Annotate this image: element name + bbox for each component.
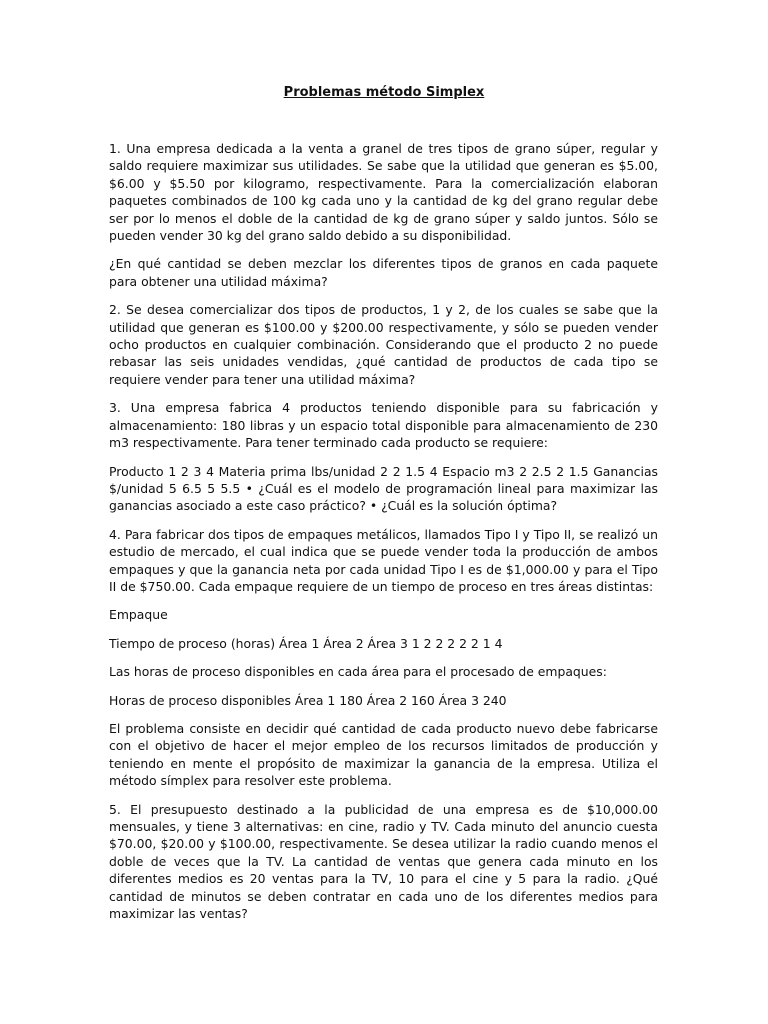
problem-5-paragraph: 5. El presupuesto destinado a la publicidad de una empresa es de $10,000.00 mensuales, y tiene 3 alternativas: en cine, radio y TV. Cada minuto del anuncio cuesta $70.00, $20.00 y $100.00, respectivamente. Se desea utilizar la radio cuando menos el doble de veces que la TV. La cantidad de ventas que genera cada minuto en los diferentes medios es 20 ventas para la TV, 10 para el cine y 5 para la radio. ¿Qué cantidad de minutos se deben contratar en cada uno de los diferentes medios para maximizar las ventas? (109, 801, 658, 922)
problem-3-data-and-questions: Producto 1 2 3 4 Materia prima lbs/unidad 2 2 1.5 4 Espacio m3 2 2.5 2 1.5 Ganancias $/unidad 5 6.5 5 5.5 • ¿Cuál es el modelo de programación lineal para maximizar las ganancias asociado a este caso práctico? • ¿Cuál es la solución óptima? (109, 463, 658, 514)
problem-4-available-hours: Horas de proceso disponibles Área 1 180 Área 2 160 Área 3 240 (109, 692, 507, 708)
problem-1-paragraph: 1. Una empresa dedicada a la venta a granel de tres tipos de grano súper, regular y saldo requiere maximizar sus utilidades. Se sabe que la utilidad que generan es $5.00, $6.00 y $5.50 por kilogramo, respectivamente. Para la comercialización elaboran paquetes combinados de 100 kg cada uno y la cantidad de kg del grano regular debe ser por lo menos el doble de la cantidad de kg de grano súper y saldo juntos. Sólo se pueden vender 30 kg del grano saldo debido a su disponibilidad. (109, 141, 658, 244)
problem-4-empaque-label: Empaque (109, 607, 168, 623)
problem-4-process-times: Tiempo de proceso (horas) Área 1 Área 2 Área 3 1 2 2 2 2 2 1 4 (109, 635, 503, 651)
problem-3-paragraph: 3. Una empresa fabrica 4 productos teniendo disponible para su fabricación y almacenamiento: 180 libras y un espacio total disponible para almacenamiento de 230 m3 respectivamente. Para tener terminado cada producto se requiere: (109, 400, 658, 451)
document-title: Problemas método Simplex (283, 85, 485, 100)
problem-4-paragraph: 4. Para fabricar dos tipos de empaques metálicos, llamados Tipo I y Tipo II, se realizó un estudio de mercado, el cual indica que se puede vender toda la producción de ambos empaques y que la ganancia neta por cada unidad Tipo I es de $1,000.00 y para el Tipo II de $750.00. Cada empaque requiere de un tiempo de proceso en tres áreas distintas: (109, 526, 658, 594)
document-body (109, 140, 658, 933)
problem-4-objective: El problema consiste en decidir qué cantidad de cada producto nuevo debe fabricarse con el objetivo de hacer el mejor empleo de los recursos limitados de producción y teniendo en mente el propósito de maximizar la ganancia de la empresa. Utiliza el método símplex para resolver este problema. (109, 720, 658, 789)
problem-2-paragraph: 2. Se desea comercializar dos tipos de productos, 1 y 2, de los cuales se sabe que la utilidad que generan es $100.00 y $200.00 respectivamente, y sólo se pueden vender ocho productos en cualquier combinación. Considerando que el producto 2 no puede rebasar las seis unidades vendidas, ¿qué cantidad de productos de cada tipo se requiere vender para tener una utilidad máxima? (109, 302, 658, 387)
problem-1-question: ¿En qué cantidad se deben mezclar los diferentes tipos de granos en cada paquete para obtener una utilidad máxima? (109, 256, 658, 289)
problem-4-available-hours-intro: Las horas de proceso disponibles en cada área para el procesado de empaques: (109, 664, 607, 680)
